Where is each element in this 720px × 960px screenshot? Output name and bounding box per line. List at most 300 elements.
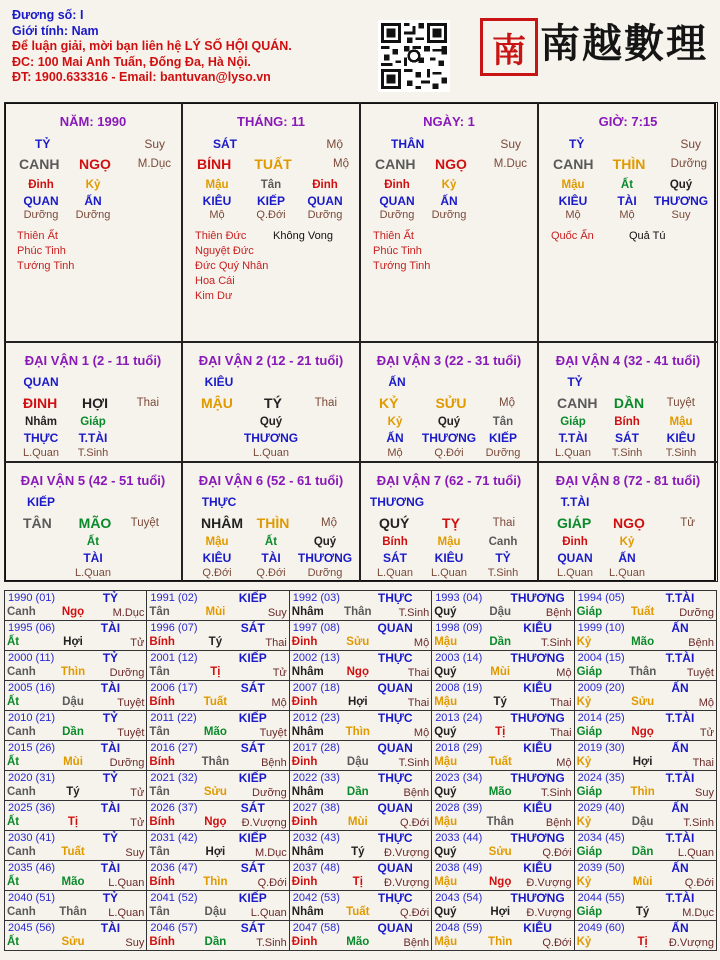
contact-line-1: Để luận giải, mời bạn liên hệ LÝ SỐ HỘI QUÁN. xyxy=(12,39,292,53)
hidden-star: TÀI xyxy=(83,551,103,565)
hidden-stem: Ất xyxy=(264,536,278,548)
year-star: TỶ xyxy=(102,711,119,725)
year-chi: Thân xyxy=(59,906,87,918)
year-label: 1990 (01) xyxy=(8,592,56,604)
daivan-chi: DẦN xyxy=(613,395,645,411)
year-star: TÀI xyxy=(100,861,121,875)
year-chi: Thìn xyxy=(345,726,370,738)
year-star: THƯƠNG xyxy=(510,591,565,605)
god-star: Đức Quý Nhân xyxy=(195,260,269,272)
year-star: THỰC xyxy=(377,651,413,665)
year-label: 2003 (14) xyxy=(435,652,483,664)
daivan-title: ĐẠI VẬN 7 (62 - 71 tuổi) xyxy=(376,473,522,488)
daivan-chi: TÝ xyxy=(264,395,282,411)
year-chi: Mão xyxy=(203,726,227,738)
year-cell xyxy=(4,770,147,801)
year-star: KIẾP xyxy=(238,831,267,845)
year-can: Giáp xyxy=(576,786,603,798)
year-label: 2047 (58) xyxy=(292,922,340,934)
year-label: 2026 (37) xyxy=(150,802,198,814)
pillar-can: CANH xyxy=(375,156,416,172)
year-can: Ất xyxy=(7,756,20,768)
year-cell xyxy=(289,590,432,621)
year-label: 2019 (30) xyxy=(577,742,625,754)
year-stage: Tuyệt xyxy=(686,667,714,679)
year-stage: Thai xyxy=(407,697,430,709)
year-stage: Q.Đới xyxy=(399,907,430,919)
hidden-stem: Đinh xyxy=(312,179,338,191)
owner-label: Đương số: xyxy=(12,8,80,22)
god-star: Thiên Ất xyxy=(373,230,414,242)
year-chi: Thân xyxy=(628,666,657,678)
god-star: Phúc Tinh xyxy=(373,245,422,257)
year-can: Đinh xyxy=(291,696,318,708)
pillar-chi: NGỌ xyxy=(79,156,111,172)
hidden-stage: L.Quan xyxy=(376,567,414,579)
year-label: 2025 (36) xyxy=(8,802,56,814)
hidden-stage: L.Quan xyxy=(554,447,592,459)
year-stage: Mộ xyxy=(556,757,572,769)
year-star: ẤN xyxy=(671,741,689,755)
year-star: TỶ xyxy=(102,591,119,605)
year-stage: Mộ xyxy=(413,637,430,649)
year-cell xyxy=(146,680,289,711)
hidden-stem: Giáp xyxy=(560,416,586,428)
hidden-star: QUAN xyxy=(379,194,415,208)
hidden-star: ẤN xyxy=(440,194,458,208)
daivan-star: THỰC xyxy=(201,495,237,509)
year-chi: Dần xyxy=(489,636,512,648)
hidden-stem: Ất xyxy=(86,536,100,548)
year-can: Ất xyxy=(7,696,20,708)
year-stage: Q.Đới xyxy=(257,877,287,889)
year-chi: Ngọ xyxy=(204,816,227,828)
hidden-stage: L.Quan xyxy=(430,567,468,579)
daivan-can: KỶ xyxy=(379,395,399,411)
hidden-stage: T.Sinh xyxy=(665,447,697,459)
gender-value: Nam xyxy=(71,23,99,38)
daivan-star: TỶ xyxy=(567,375,583,389)
pillar-title: THÁNG: 11 xyxy=(237,114,305,129)
pillar-chi-right: M.Dục xyxy=(137,158,171,170)
gender-label: Giới tính: xyxy=(12,23,72,38)
year-stage: Tử xyxy=(272,667,287,679)
year-can: Ất xyxy=(7,936,20,948)
year-cell xyxy=(4,650,147,681)
year-chi: Hợi xyxy=(347,696,368,708)
daivan-5 xyxy=(4,462,182,582)
year-cell xyxy=(431,590,574,621)
year-chi: Dần xyxy=(62,726,84,738)
year-label: 2001 (12) xyxy=(150,652,198,664)
year-stage: Mộ xyxy=(413,727,430,739)
hidden-star: KIẾP xyxy=(488,431,517,445)
year-label: 1999 (10) xyxy=(577,622,625,634)
hidden-star: KIÊU xyxy=(202,551,232,565)
daivan-1 xyxy=(4,342,182,462)
pillar-can: BÍNH xyxy=(197,156,232,172)
year-stage: L.Quan xyxy=(250,907,287,919)
year-cell xyxy=(289,740,432,771)
year-can: Quý xyxy=(434,906,457,918)
year-stage: Suy xyxy=(695,787,714,799)
year-chi: Thân xyxy=(344,606,372,618)
god-star: Nguyệt Đức xyxy=(195,245,254,257)
hidden-stage: Mộ xyxy=(619,209,635,221)
year-can: Nhâm xyxy=(291,606,324,618)
year-star: KIẾP xyxy=(238,771,267,785)
year-label: 2033 (44) xyxy=(435,832,483,844)
year-can: Kỷ xyxy=(576,876,592,888)
god-star-right: Quả Tú xyxy=(629,230,666,242)
year-cell xyxy=(574,620,717,651)
year-chi: Tý xyxy=(208,636,223,648)
year-can: Bính xyxy=(149,936,175,948)
hidden-stem: Quý xyxy=(313,536,337,548)
hidden-stage: Dưỡng xyxy=(75,209,111,221)
year-chi: Sửu xyxy=(203,786,227,798)
hidden-stage: Mộ xyxy=(387,447,403,459)
year-cell xyxy=(146,920,289,951)
year-label: 1996 (07) xyxy=(150,622,198,634)
year-cell xyxy=(4,740,147,771)
year-label: 2038 (49) xyxy=(435,862,483,874)
year-label: 1992 (03) xyxy=(292,592,340,604)
year-stage: Thai xyxy=(550,697,572,709)
year-star: TÀI xyxy=(100,801,121,815)
year-stage: Bệnh xyxy=(261,757,287,769)
hidden-star: QUAN xyxy=(557,551,593,565)
hidden-stage: T.Sinh xyxy=(77,447,109,459)
year-star: THỰC xyxy=(377,591,413,605)
hidden-stage: Q.Đới xyxy=(202,567,232,579)
hidden-stem: Kỷ xyxy=(441,179,457,191)
year-label: 2035 (46) xyxy=(8,862,56,874)
god-star: Thiên Ất xyxy=(17,230,58,242)
year-star: SÁT xyxy=(240,681,265,695)
year-chi: Tị xyxy=(210,666,221,678)
year-stage: L.Quan xyxy=(108,907,145,919)
hidden-stem: Kỷ xyxy=(85,179,101,191)
year-chi: Tý xyxy=(493,696,507,708)
year-cell xyxy=(431,710,574,741)
year-label: 2010 (21) xyxy=(8,712,56,724)
daivan-star: T.TÀI xyxy=(560,495,590,509)
year-stage: Bệnh xyxy=(403,787,430,799)
year-can: Quý xyxy=(434,786,457,798)
year-can: Canh xyxy=(7,726,36,738)
year-label: 2043 (54) xyxy=(435,892,483,904)
year-cell xyxy=(431,770,574,801)
year-star: T.TÀI xyxy=(665,891,695,905)
daivan-title: ĐẠI VẬN 8 (72 - 81 tuổi) xyxy=(555,473,701,488)
god-star: Hoa Cái xyxy=(195,275,235,287)
year-star: SÁT xyxy=(240,621,265,635)
year-can: Ất xyxy=(7,636,20,648)
daivan-star: KIẾP xyxy=(26,495,55,509)
hidden-star: THỰC xyxy=(23,431,59,445)
year-label: 1991 (02) xyxy=(150,592,198,604)
year-label: 2017 (28) xyxy=(292,742,340,754)
year-star: TỶ xyxy=(102,651,119,665)
year-cell xyxy=(146,770,289,801)
year-cell xyxy=(574,800,717,831)
year-can: Quý xyxy=(434,666,457,678)
year-stage: Đ.Vượng xyxy=(668,937,714,949)
year-label: 2044 (55) xyxy=(577,892,625,904)
year-label: 2009 (20) xyxy=(577,682,625,694)
pillar-chi-right: M.Dục xyxy=(493,158,527,170)
year-label: 2021 (32) xyxy=(150,772,198,784)
year-stage: T.Sinh xyxy=(398,757,430,769)
year-stage: Tử xyxy=(130,817,145,829)
year-can: Mậu xyxy=(434,876,458,888)
daivan-chi: MÃO xyxy=(78,515,112,531)
hidden-star: TÀI xyxy=(261,551,281,565)
year-star: THỰC xyxy=(377,711,413,725)
pillar-top-left: SÁT xyxy=(213,137,237,151)
year-label: 2016 (27) xyxy=(150,742,198,754)
year-stage: Q.Đới xyxy=(542,847,572,859)
daivan-8 xyxy=(538,462,718,582)
year-label: 2041 (52) xyxy=(150,892,198,904)
year-label: 2013 (24) xyxy=(435,712,483,724)
year-star: THƯƠNG xyxy=(510,831,565,845)
year-stage: Tử xyxy=(130,637,145,649)
year-star: SÁT xyxy=(240,921,265,935)
year-can: Kỷ xyxy=(576,816,592,828)
year-label: 2034 (45) xyxy=(577,832,625,844)
year-cell xyxy=(4,620,147,651)
year-cell xyxy=(574,680,717,711)
year-can: Canh xyxy=(7,906,36,918)
year-label: 2024 (35) xyxy=(577,772,625,784)
year-can: Canh xyxy=(7,606,36,618)
year-label: 2014 (25) xyxy=(577,712,625,724)
year-can: Bính xyxy=(149,696,175,708)
year-stage: Bệnh xyxy=(688,637,714,649)
year-stage: Suy xyxy=(267,607,287,619)
year-star: ẤN xyxy=(671,681,689,695)
pillar-top-right: Suy xyxy=(500,137,521,151)
year-can: Đinh xyxy=(291,756,318,768)
year-label: 1998 (09) xyxy=(435,622,483,634)
year-star: KIÊU xyxy=(523,921,552,935)
contact-line-2: ĐC: 100 Mai Anh Tuấn, Đống Đa, Hà Nội. xyxy=(12,54,251,69)
daivan-title: ĐẠI VẬN 5 (42 - 51 tuổi) xyxy=(20,473,166,488)
year-stage: T.Sinh xyxy=(256,937,287,949)
year-can: Ất xyxy=(7,876,20,888)
god-star: Quốc Ấn xyxy=(551,230,594,242)
daivan-7 xyxy=(360,462,538,582)
year-cell xyxy=(431,620,574,651)
daivan-right: Tử xyxy=(680,517,695,529)
year-chi: Thìn xyxy=(488,936,513,948)
year-stage: Tử xyxy=(699,727,714,739)
year-stage: L.Quan xyxy=(108,877,145,889)
hidden-stem: Giáp xyxy=(80,416,106,428)
year-star: TÀI xyxy=(100,921,121,935)
hidden-stage: Mộ xyxy=(209,209,225,221)
year-star: SÁT xyxy=(240,801,265,815)
year-can: Kỷ xyxy=(576,756,592,768)
year-can: Kỷ xyxy=(576,636,592,648)
year-stage: Dưỡng xyxy=(679,607,714,619)
hidden-stage: Dưỡng xyxy=(431,209,467,221)
year-cell xyxy=(431,890,574,921)
year-can: Bính xyxy=(149,816,175,828)
year-star: QUAN xyxy=(377,921,413,935)
daivan-4 xyxy=(538,342,718,462)
year-star: T.TÀI xyxy=(665,771,695,785)
year-stage: Suy xyxy=(125,847,145,859)
year-chi: Ngọ xyxy=(631,726,654,738)
god-star: Tướng Tinh xyxy=(17,260,75,272)
pillar-chi-right: Dưỡng xyxy=(670,158,707,170)
daivan-can: CANH xyxy=(557,395,598,411)
year-label: 2002 (13) xyxy=(292,652,340,664)
year-can: Giáp xyxy=(576,846,603,858)
year-star: THƯƠNG xyxy=(510,651,565,665)
year-chi: Tý xyxy=(635,906,650,918)
year-cell xyxy=(146,890,289,921)
daivan-star: QUAN xyxy=(23,375,59,389)
year-stage: Q.Đới xyxy=(399,817,430,829)
daivan-star: ẤN xyxy=(388,375,406,389)
hidden-star: T.TÀI xyxy=(558,431,588,445)
year-can: Quý xyxy=(434,726,457,738)
year-stage: Đ.Vượng xyxy=(241,817,287,829)
year-label: 2000 (11) xyxy=(8,652,55,664)
pillar-chi: TUẤT xyxy=(254,156,292,172)
year-can: Nhâm xyxy=(291,786,324,798)
pillar-top-left: TỶ xyxy=(569,137,585,151)
year-chi: Mão xyxy=(631,636,655,648)
pillar-top-left: THÂN xyxy=(391,137,425,151)
year-label: 1994 (05) xyxy=(577,592,625,604)
year-star: THƯƠNG xyxy=(510,771,565,785)
year-stage: M.Dục xyxy=(112,607,145,619)
hidden-stage: Dưỡng xyxy=(485,447,521,459)
year-chi: Mùi xyxy=(205,606,226,618)
year-cell xyxy=(431,680,574,711)
year-stage: Dưỡng xyxy=(252,787,287,799)
hidden-star: THƯƠNG xyxy=(421,431,477,445)
year-label: 2029 (40) xyxy=(577,802,625,814)
daivan-chi: THÌN xyxy=(256,515,290,531)
year-star: ẤN xyxy=(671,621,689,635)
year-star: THỰC xyxy=(377,771,413,785)
hidden-stem: Mậu xyxy=(205,179,229,191)
year-label: 2012 (23) xyxy=(292,712,340,724)
year-can: Tân xyxy=(149,606,170,618)
hidden-stem: Kỷ xyxy=(387,416,403,428)
year-chi: Tý xyxy=(66,786,80,798)
hidden-stem: Mậu xyxy=(437,536,461,548)
year-label: 2007 (18) xyxy=(292,682,340,694)
year-label: 2022 (33) xyxy=(292,772,340,784)
year-chi: Dần xyxy=(346,786,369,798)
year-chi: Thìn xyxy=(60,666,86,678)
gender-line xyxy=(12,24,352,40)
year-chi: Hợi xyxy=(205,846,226,858)
year-star: KIÊU xyxy=(523,621,552,635)
hidden-stem: Quý xyxy=(259,416,283,428)
year-label: 2008 (19) xyxy=(435,682,483,694)
hidden-stem: Tân xyxy=(260,179,282,191)
year-star: THỰC xyxy=(377,831,413,845)
year-label: 2027 (38) xyxy=(292,802,340,814)
year-label: 2039 (50) xyxy=(577,862,625,874)
pillar-can: CANH xyxy=(19,156,60,172)
year-chi: Ngọ xyxy=(489,876,512,888)
year-star: T.TÀI xyxy=(665,651,695,665)
hidden-stem: Quý xyxy=(669,179,693,191)
year-label: 2015 (26) xyxy=(8,742,56,754)
daivan-right: Mộ xyxy=(321,517,337,529)
daivan-can: ĐINH xyxy=(23,395,58,411)
hidden-star: KIÊU xyxy=(558,194,588,208)
year-chi: Mão xyxy=(61,876,85,888)
year-label: 2005 (16) xyxy=(8,682,56,694)
year-chi: Tuất xyxy=(61,846,85,858)
year-label: 2028 (39) xyxy=(435,802,483,814)
year-stage: Q.Đới xyxy=(684,877,714,889)
year-cell xyxy=(289,830,432,861)
contact-line-3: ĐT: 1900.633316 - Email: bantuvan@lyso.vn xyxy=(12,70,271,84)
hidden-stem: Bính xyxy=(614,416,640,428)
year-table xyxy=(4,590,716,952)
year-stage: Bệnh xyxy=(545,817,572,829)
year-stage: Đ.Vượng xyxy=(526,907,572,919)
year-cell xyxy=(574,920,717,951)
year-stage: Thai xyxy=(550,727,572,739)
hidden-star: KIÊU xyxy=(434,551,464,565)
year-cell xyxy=(574,860,717,891)
year-star: ẤN xyxy=(671,801,689,815)
hidden-stage: Dưỡng xyxy=(307,567,343,579)
year-can: Quý xyxy=(434,846,457,858)
year-stage: Đ.Vượng xyxy=(526,877,572,889)
hidden-stage: L.Quan xyxy=(22,447,60,459)
daivan-can: GIÁP xyxy=(557,515,592,531)
year-label: 2037 (48) xyxy=(292,862,340,874)
year-stage: Thai xyxy=(265,637,287,649)
year-can: Nhâm xyxy=(291,666,324,678)
year-can: Mậu xyxy=(434,816,458,828)
year-stage: Thai xyxy=(407,667,430,679)
hidden-stage: Q.Đới xyxy=(256,567,286,579)
hidden-star: SÁT xyxy=(383,551,407,565)
year-cell xyxy=(431,860,574,891)
year-star: TÀI xyxy=(100,681,121,695)
year-cell xyxy=(431,650,574,681)
hidden-stage: Suy xyxy=(671,209,691,221)
year-stage: T.Sinh xyxy=(683,817,714,829)
seal-logo xyxy=(480,18,538,76)
god-star: Kim Dư xyxy=(195,290,233,302)
hidden-star: ẤN xyxy=(386,431,404,445)
year-stage: Bệnh xyxy=(545,607,572,619)
year-cell xyxy=(146,620,289,651)
year-chi: Ngọ xyxy=(61,606,85,618)
year-cell xyxy=(4,710,147,741)
year-star: ẤN xyxy=(671,861,689,875)
year-cell xyxy=(289,710,432,741)
daivan-title: ĐẠI VẬN 3 (22 - 31 tuổi) xyxy=(376,353,522,368)
hidden-star: T.TÀI xyxy=(78,431,108,445)
year-cell xyxy=(574,830,717,861)
